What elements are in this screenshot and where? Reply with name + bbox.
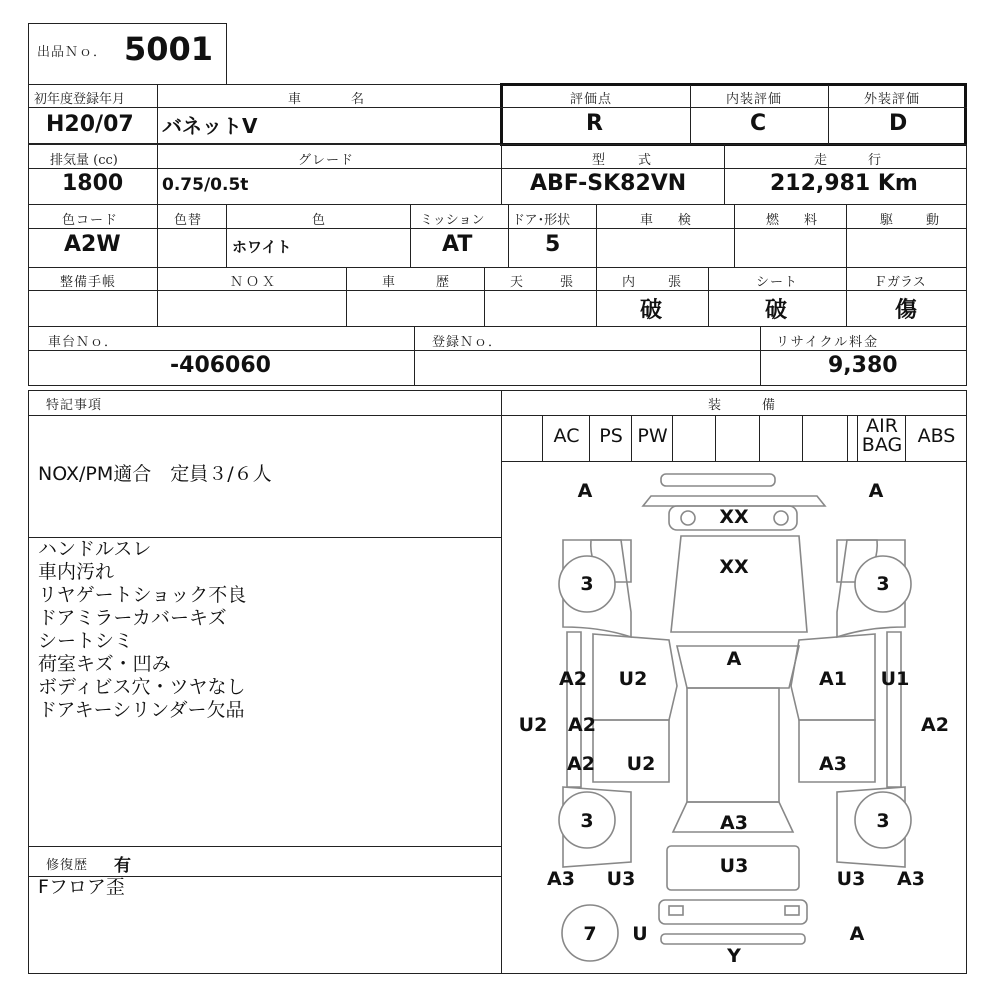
damage-mark-rl-qtr-u: U3 — [606, 868, 636, 890]
interior-grade-label: 内装評価 — [726, 92, 783, 107]
damage-mark-r-rear-door-a: A3 — [819, 753, 847, 775]
remarks-label: 特記事項 — [46, 398, 103, 413]
exterior-grade-label: 外装評価 — [864, 92, 921, 107]
f-glass-value: 傷 — [895, 298, 918, 323]
damage-mark-r-side-a: A2 — [921, 714, 949, 736]
damage-mark-rear-bumper-y: Y — [727, 945, 741, 967]
seat-value: 破 — [765, 298, 788, 323]
damage-mark-l-side-u: U2 — [518, 714, 548, 736]
damage-mark-r-front-door-u: U1 — [880, 668, 910, 690]
damage-mark-fr-corner: A — [868, 480, 884, 502]
nox-label: ＮＯＸ — [230, 275, 279, 290]
color-change-label: 色替 — [174, 213, 203, 228]
hood — [671, 536, 807, 632]
note-line: ドアミラーカバーキズ — [38, 607, 227, 629]
service-book-label: 整備手帳 — [60, 275, 117, 290]
reg-no-label: 登録Ｎｏ． — [432, 335, 503, 350]
equipment-airbag-bag: BAG — [861, 434, 903, 456]
note-line: ハンドルスレ — [38, 538, 152, 560]
damage-mark-l-rear-door-a: A2 — [567, 753, 595, 775]
damage-mark-l-front-door-a: A2 — [559, 668, 587, 690]
displacement-value: 1800 — [62, 171, 124, 196]
sunroof-label: 天 張 — [510, 275, 586, 290]
mission-value: AT — [442, 232, 473, 257]
history-label: 車 歴 — [382, 275, 464, 290]
damage-mark-l-rear-door-u: U2 — [626, 753, 656, 775]
damage-mark-fl-corner: A — [577, 480, 593, 502]
equipment-label: 装 備 — [708, 398, 790, 413]
headliner-value: 破 — [640, 298, 663, 323]
f-glass-label: Ｆガラス — [874, 275, 926, 290]
damage-mark-rear-corner-r: A — [849, 923, 865, 945]
damage-mark-rear-window: A3 — [720, 812, 748, 834]
damage-mark-rl-qtr-a: A3 — [547, 868, 575, 890]
model-label: 型 式 — [592, 153, 662, 168]
damage-mark-rear-bumper-u: U — [632, 923, 648, 945]
car-name-label: 車 名 — [288, 92, 373, 107]
damage-mark-wheel-fl: 3 — [580, 573, 594, 595]
damage-mark-rr-qtr-a: A3 — [897, 868, 925, 890]
equipment-cell — [673, 415, 716, 461]
displacement-label: 排気量 (cc) — [50, 153, 118, 168]
damage-mark-wheel-rr: 3 — [876, 810, 890, 832]
seat-label: シート — [756, 275, 799, 290]
fuel-label: 燃 料 — [766, 213, 824, 228]
chassis-label: 車台Ｎｏ． — [48, 335, 119, 350]
equipment-cell — [501, 415, 543, 461]
damage-mark-wheel-fr: 3 — [876, 573, 890, 595]
recycle-label: リサイクル料金 — [776, 335, 880, 350]
repair-history-value: 有 — [114, 856, 131, 876]
color-value: ホワイト — [232, 238, 292, 256]
damage-mark-hood: XX — [719, 556, 749, 578]
color-code-label: 色コード — [62, 213, 119, 228]
mileage-label: 走 行 — [814, 153, 896, 168]
drive-label: 駆 動 — [880, 213, 950, 228]
score-label: 評価点 — [570, 92, 613, 107]
lot-label: 出品Ｎｏ． — [37, 45, 108, 60]
recycle-value: 9,380 — [828, 353, 898, 378]
note-line: シートシミ — [38, 630, 134, 652]
color-code-value: A2W — [64, 232, 121, 257]
door-type-label: ドア･形状 — [512, 213, 571, 228]
equipment-cell — [848, 415, 858, 461]
door-type-value: 5 — [545, 232, 561, 257]
repair-detail: Fフロア歪 — [38, 876, 125, 898]
equipment-cell — [760, 415, 803, 461]
first-reg-label: 初年度登録年月 — [34, 92, 126, 107]
first-reg-value: H20/07 — [46, 112, 134, 137]
damage-mark-back-door: U3 — [719, 855, 749, 877]
equipment-item: ABS — [917, 425, 956, 447]
equipment-cell — [716, 415, 760, 461]
equipment-item: PW — [637, 425, 668, 447]
damage-mark-r-front-door-a: A1 — [819, 668, 847, 690]
equipment-item: PS — [599, 425, 623, 447]
model-value: ABF-SK82VN — [530, 171, 687, 196]
note-line: ドアキーシリンダー欠品 — [38, 699, 245, 721]
note-line: リヤゲートショック不良 — [38, 584, 247, 606]
damage-mark-spare-wheel: 7 — [583, 923, 597, 945]
inspection-label: 車 検 — [640, 213, 698, 228]
lot-number: 5001 — [124, 30, 214, 68]
color-row — [28, 204, 967, 268]
equipment-airbag — [858, 417, 906, 455]
damage-mark-l-front-door-u: U2 — [618, 668, 648, 690]
front-bumper-top — [661, 474, 775, 486]
equipment-item: AC — [553, 425, 580, 447]
damage-mark-front-bumper: XX — [719, 506, 749, 528]
roof — [687, 688, 779, 802]
grade-value: 0.75/0.5t — [162, 175, 249, 195]
damage-mark-wheel-rl: 3 — [580, 810, 594, 832]
damage-mark-rr-qtr-u: U3 — [836, 868, 866, 890]
mileage-value: 212,981 Km — [770, 171, 918, 196]
remarks-line1: NOX/PM適合 定員３/６人 — [38, 463, 272, 485]
equipment-airbag-air: AIR — [866, 415, 898, 437]
grade-label: グレード — [298, 153, 355, 168]
condition-row — [28, 267, 967, 327]
score-value: R — [586, 111, 603, 136]
damage-mark-windshield: A — [726, 648, 742, 670]
note-line: 荷室キズ・凹み — [38, 653, 171, 675]
interior-grade-value: C — [750, 111, 767, 136]
car-name-value: バネットV — [162, 114, 258, 138]
note-line: ボディビス穴・ツヤなし — [38, 676, 246, 698]
right-side-panel — [887, 632, 901, 787]
equipment-cell — [803, 415, 848, 461]
color-label: 色 — [312, 213, 327, 228]
repair-history-label: 修復歴 — [46, 858, 89, 873]
headliner-label: 内 張 — [622, 275, 692, 290]
exterior-grade-value: D — [889, 111, 908, 136]
front-grille — [643, 496, 825, 506]
note-line: 車内汚れ — [38, 561, 115, 583]
chassis-value: -406060 — [170, 353, 271, 378]
damage-mark-l-side-a: A2 — [568, 714, 596, 736]
mission-label: ミッション — [420, 213, 485, 228]
